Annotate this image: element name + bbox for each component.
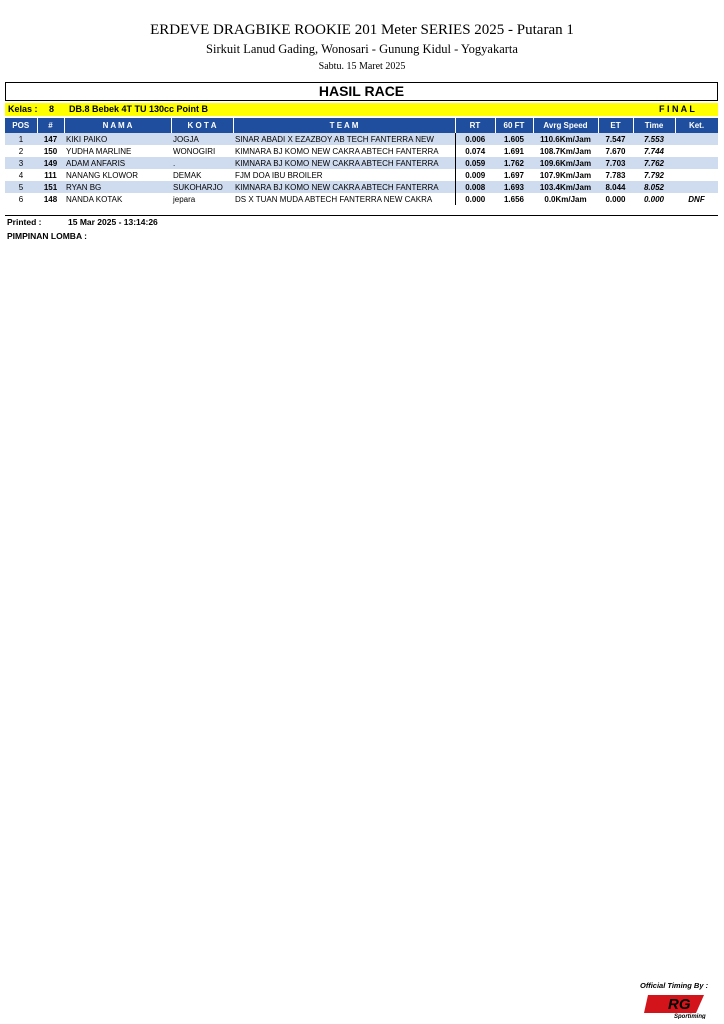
row-rt: 0.074 — [465, 146, 486, 156]
row-pos: 4 — [18, 170, 24, 180]
logo-text: RG — [668, 996, 691, 1013]
row-pos: 1 — [5, 133, 37, 145]
logo-subtext: Sportiming — [674, 1014, 706, 1019]
row-rt: 0.000 — [465, 194, 486, 204]
row-nama: KIKI PAIKO — [64, 133, 171, 145]
row-nama: NANDA KOTAK — [66, 194, 123, 204]
row-et: 8.044 — [598, 181, 633, 193]
row-avrg-speed: 109.6Km/Jam — [533, 157, 598, 169]
col-rt: RT — [455, 118, 495, 133]
table-bottom-rule — [5, 215, 718, 216]
row-avrg-speed: 107.9Km/Jam — [539, 170, 592, 180]
row-pos: 3 — [5, 157, 37, 169]
row-60ft: 1.693 — [495, 181, 533, 193]
row-nama: YUDHA MARLINE — [66, 146, 132, 156]
row-60ft: 1.656 — [503, 194, 525, 204]
printed-label: Printed : — [7, 217, 42, 227]
official-timing-label: Official Timing By : — [640, 981, 709, 990]
class-name: DB.8 Bebek 4T TU 130cc Point B — [69, 104, 209, 114]
row-rt: 0.009 — [465, 170, 486, 180]
col-team: T E A M — [233, 118, 455, 133]
col-time: Time — [633, 118, 675, 133]
table-row — [5, 133, 718, 145]
row-ket — [675, 169, 718, 181]
table-row — [5, 157, 718, 169]
row-number: 147 — [37, 133, 64, 145]
row-team: KIMNARA BJ KOMO NEW CAKRA ABTECH FANTERRA — [233, 181, 455, 193]
row-kota: DEMAK — [173, 170, 202, 180]
col-number: # — [37, 118, 64, 133]
printed-timestamp: 15 Mar 2025 - 13:14:26 — [68, 217, 158, 227]
row-number: 149 — [37, 157, 64, 169]
row-kota: WONOGIRI — [173, 146, 216, 156]
row-team: DS X TUAN MUDA ABTECH FANTERRA NEW CAKRA — [233, 193, 455, 205]
row-kota: jepara — [173, 194, 196, 204]
row-rt: 0.008 — [455, 181, 495, 193]
row-ket — [675, 157, 718, 169]
row-pos: 6 — [18, 194, 24, 204]
row-et: 7.703 — [598, 157, 633, 169]
row-et: 7.783 — [605, 170, 626, 180]
pimpinan-lomba-label: PIMPINAN LOMBA : — [7, 231, 87, 241]
table-row — [5, 169, 718, 181]
row-pos: 2 — [18, 146, 24, 156]
row-time: 0.000 — [643, 194, 665, 204]
row-team: FJM DOA IBU BROILER — [233, 169, 455, 181]
row-time: 7.792 — [643, 170, 665, 180]
row-nama: NANANG KLOWOR — [66, 170, 139, 180]
col-60ft: 60 FT — [495, 118, 533, 133]
row-team: KIMNARA BJ KOMO NEW CAKRA ABTECH FANTERRA — [233, 145, 455, 157]
row-kota: JOGJA — [171, 133, 233, 145]
event-venue: Sirkuit Lanud Gading, Wonosari - Gunung Kidul - Yogyakarta — [206, 42, 518, 56]
row-avrg-speed: 110.6Km/Jam — [533, 133, 598, 145]
row-ket — [675, 145, 718, 157]
row-60ft: 1.605 — [495, 133, 533, 145]
row-pos: 5 — [5, 181, 37, 193]
row-number: 111 — [44, 170, 57, 180]
row-number: 151 — [37, 181, 64, 193]
row-60ft: 1.697 — [503, 170, 525, 180]
row-time: 7.744 — [643, 146, 665, 156]
class-number: 8 — [49, 104, 55, 114]
row-nama: RYAN BG — [64, 181, 171, 193]
row-nama: ADAM ANFARIS — [64, 157, 171, 169]
event-title: ERDEVE DRAGBIKE ROOKIE 201 Meter SERIES 2025 - Putaran 1 — [150, 22, 574, 38]
result-title: HASIL RACE — [5, 82, 718, 101]
row-60ft: 1.762 — [495, 157, 533, 169]
row-time: 7.762 — [633, 157, 675, 169]
table-row — [5, 145, 718, 157]
row-time: 8.052 — [633, 181, 675, 193]
class-bar — [5, 103, 718, 116]
table-header-row — [5, 118, 718, 133]
row-time: 7.553 — [633, 133, 675, 145]
row-avrg-speed: 0.0Km/Jam — [544, 194, 587, 204]
col-et: ET — [598, 118, 633, 133]
row-et: 7.670 — [605, 146, 626, 156]
row-ket: DNF — [688, 194, 705, 204]
event-date: Sabtu. 15 Maret 2025 — [318, 61, 406, 72]
table-row — [5, 181, 718, 193]
col-pos: POS — [5, 118, 37, 133]
row-avrg-speed: 103.4Km/Jam — [533, 181, 598, 193]
row-60ft: 1.691 — [503, 146, 525, 156]
row-et: 7.547 — [598, 133, 633, 145]
row-rt: 0.006 — [455, 133, 495, 145]
row-ket — [675, 133, 718, 145]
row-number: 148 — [43, 194, 58, 204]
row-et: 0.000 — [605, 194, 626, 204]
row-number: 150 — [43, 146, 58, 156]
row-team: KIMNARA BJ KOMO NEW CAKRA ABTECH FANTERRA — [233, 157, 455, 169]
col-avrg-speed: Avrg Speed — [533, 118, 598, 133]
row-ket — [675, 181, 718, 193]
col-ket: Ket. — [675, 118, 718, 133]
row-kota: . — [171, 157, 233, 169]
row-avrg-speed: 108.7Km/Jam — [539, 146, 592, 156]
stage-label: F I N A L — [659, 104, 695, 114]
row-team: SINAR ABADI X EZAZBOY AB TECH FANTERRA NEW — [233, 133, 455, 145]
rg-sportiming-logo — [644, 993, 718, 1019]
col-nama: N A M A — [64, 118, 171, 133]
row-kota: SUKOHARJO — [171, 181, 233, 193]
col-kota: K O T A — [171, 118, 233, 133]
class-label: Kelas : — [8, 104, 38, 114]
table-row — [5, 193, 718, 205]
row-rt: 0.059 — [455, 157, 495, 169]
results-table — [5, 118, 719, 205]
